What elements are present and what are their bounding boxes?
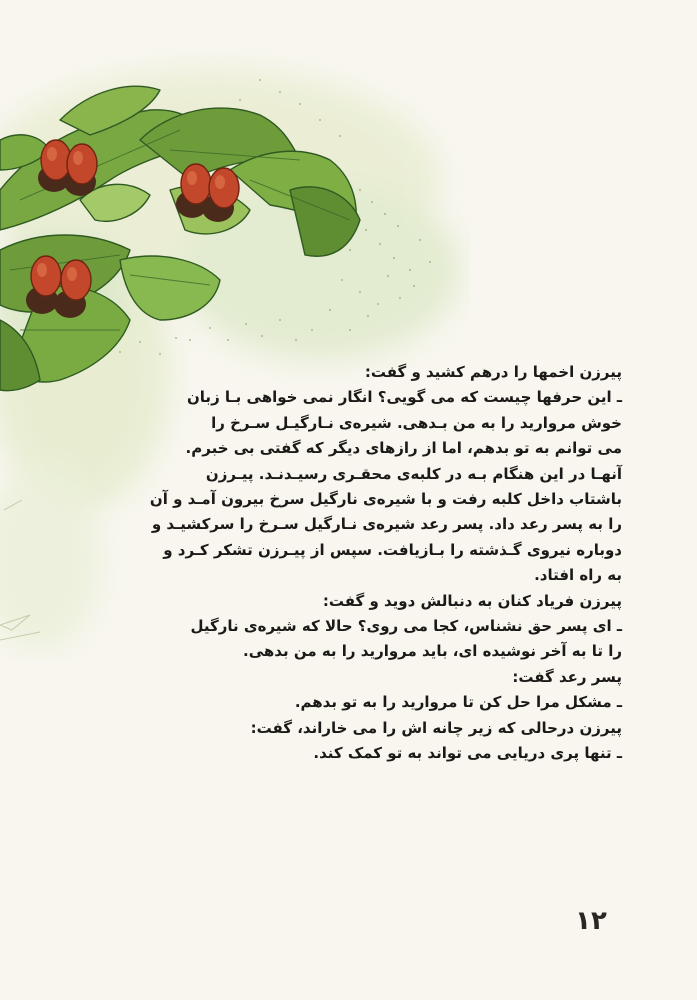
story-line: می توانم به تو بدهم، اما از رازهای دیگر که گفتی بی خبرم. — [185, 439, 622, 458]
story-line: ـ ای پسر حق نشناس، کجا می روی؟ حالا که شیره‌ی نارگیل — [190, 617, 622, 636]
story-line: پیرزن فریاد کنان به دنبالش دوید و گفت: — [322, 591, 622, 610]
story-line: پیرزن درحالی که زیر چانه اش را می خاراند، گفت: — [250, 718, 622, 737]
story-line: خوش مروارید را به من بـدهی. شیره‌ی نـارگیـل سـرخ را — [211, 413, 622, 432]
story-line: باشتاب داخل کلبه رفت و با شیره‌ی نارگیل سرخ بیرون آمـد و آن — [149, 490, 622, 509]
coconut-cluster-bottom — [26, 256, 91, 318]
story-line: را به پسر رعد داد. پسر رعد شیره‌ی نـارگیل سـرخ را سرکشیـد و — [151, 515, 622, 534]
coconut-cluster-right — [176, 164, 239, 222]
coconut-cluster-left — [38, 140, 97, 196]
story-line: ـ تنها پری دریایی می تواند به تو کمک کند. — [313, 744, 622, 763]
page-number: ۱۲ — [575, 906, 607, 936]
story-line: پیرزن اخمها را درهم کشید و گفت: — [364, 363, 622, 381]
story-line: آنهـا در این هنگام بـه در کلبه‌ی محقـری رسیـدنـد. پیـرزن — [205, 464, 622, 483]
story-line: به راه افتاد. — [534, 566, 622, 585]
story-text — [100, 360, 622, 767]
leaves — [0, 86, 360, 390]
story-line: را تا به آخر نوشیده ای، باید مروارید را به من بدهی. — [243, 642, 622, 661]
story-line: ـ مشکل مرا حل کن تا مروارید را به تو بدهم. — [294, 693, 622, 712]
coconut-branch-icon — [0, 80, 440, 400]
story-line: ـ این حرفها چیست که می گویی؟ انگار نمی خواهی بـا زبان — [187, 388, 622, 407]
story-line: دوباره نیروی گـذشته را بـازیافت. سپس از پیـرزن تشکر کـرد و — [163, 540, 622, 559]
story-line: پسر رعد گفت: — [512, 667, 622, 686]
